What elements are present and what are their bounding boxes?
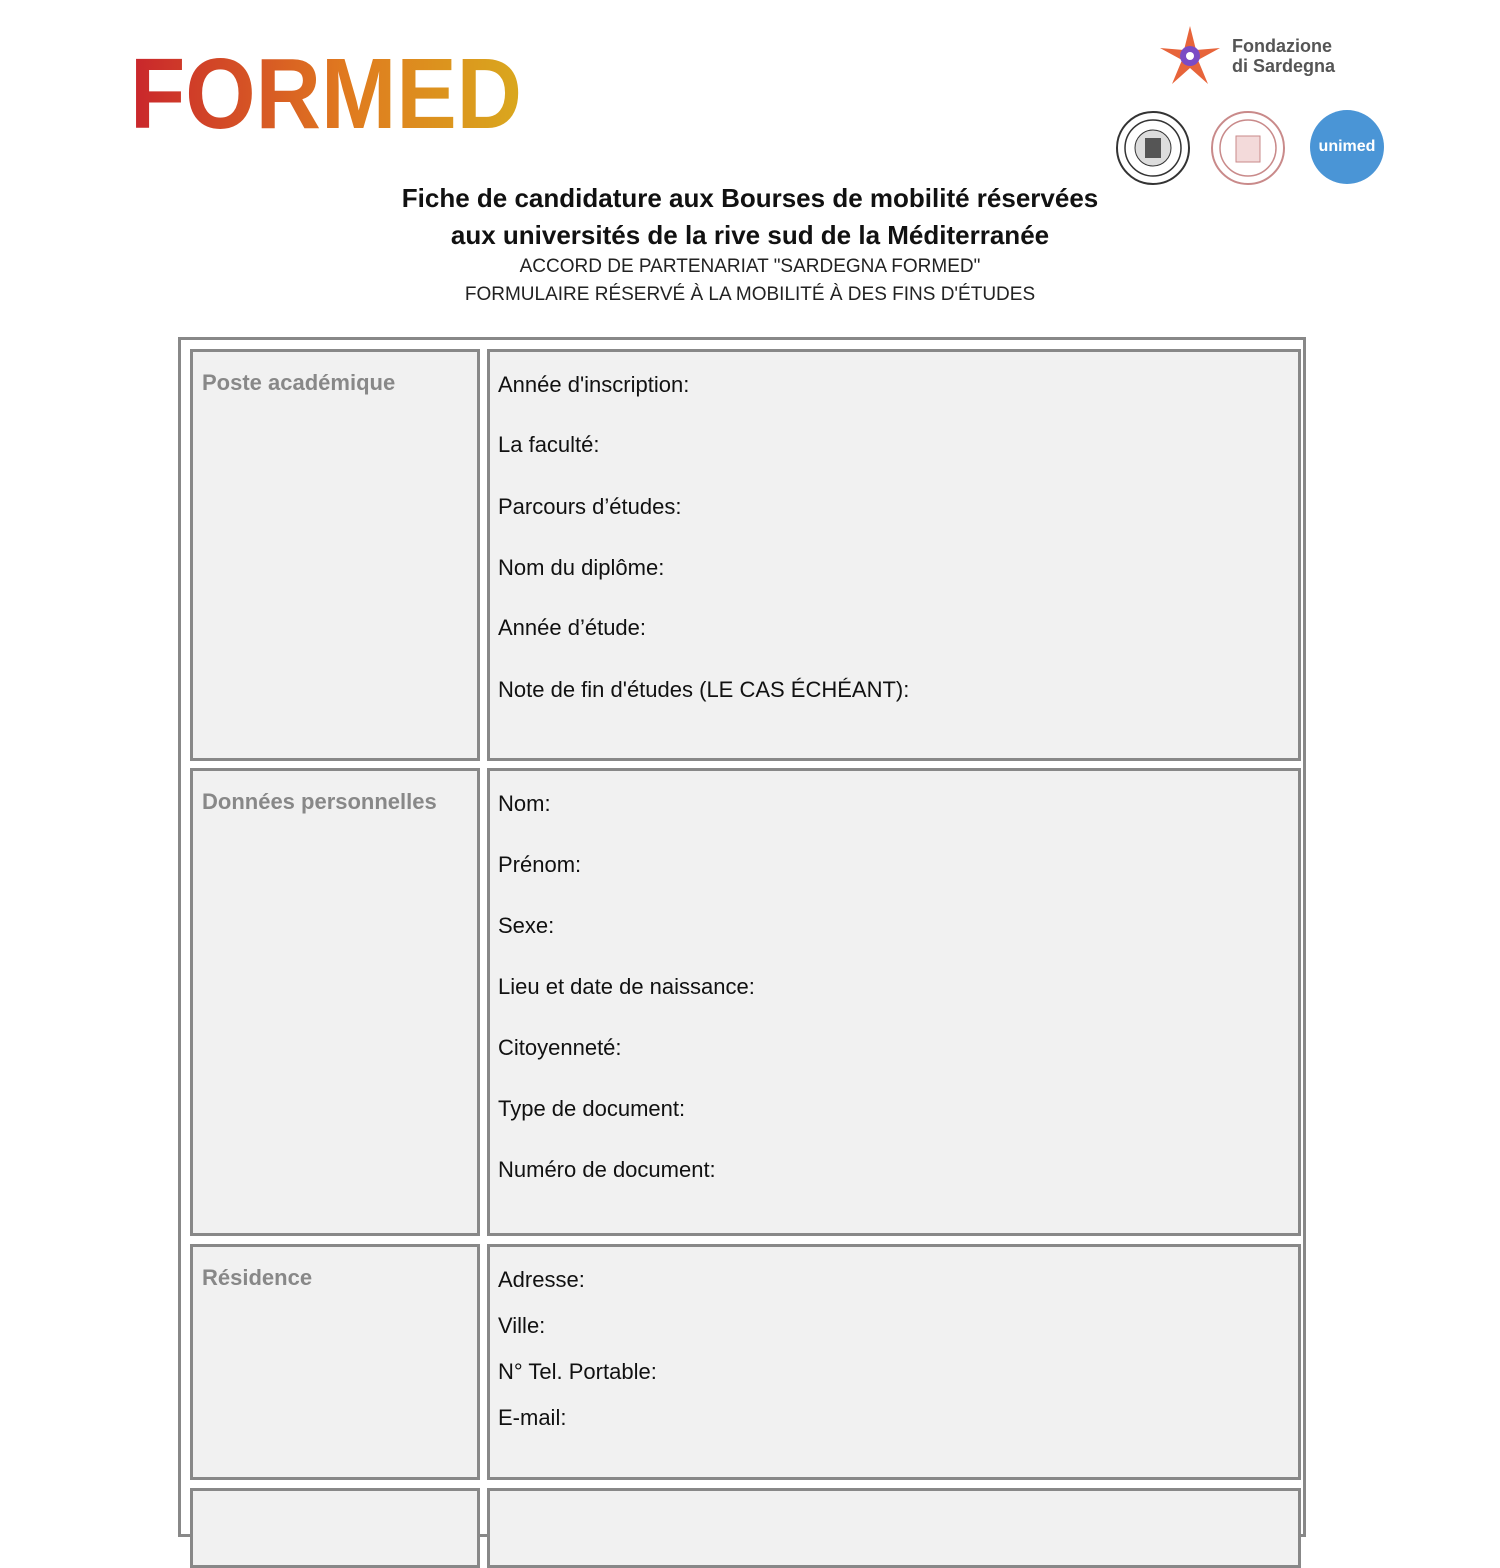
section-label-cell — [190, 1244, 480, 1480]
fondazione-sardegna-logo — [1158, 24, 1348, 90]
svg-text:FORMED: FORMED — [130, 42, 522, 142]
field-document-type[interactable]: Type de document: — [498, 1096, 686, 1121]
form-title-line2: aux universités de la rive sud de la Méditerranée — [450, 220, 1050, 250]
fondazione-label: Fondazione di Sardegna — [1232, 36, 1336, 76]
field-study-year[interactable]: Année d’étude: — [498, 615, 647, 640]
section-label-academic: Poste académique — [202, 370, 396, 395]
formed-logo — [130, 42, 530, 142]
field-city[interactable]: Ville: — [498, 1313, 546, 1338]
field-document-number[interactable]: Numéro de document: — [498, 1157, 716, 1182]
section-label-cell — [190, 768, 480, 1236]
section-label-cell — [190, 349, 480, 761]
field-citizenship[interactable]: Citoyenneté: — [498, 1035, 622, 1060]
field-faculty[interactable]: La faculté: — [498, 432, 600, 457]
field-address[interactable]: Adresse: — [498, 1267, 585, 1292]
unimed-logo: unimed — [1310, 110, 1384, 184]
field-email[interactable]: E-mail: — [498, 1405, 567, 1430]
field-degree-name[interactable]: Nom du diplôme: — [498, 555, 665, 580]
field-birth-place-date[interactable]: Lieu et date de naissance: — [498, 974, 755, 999]
field-sex[interactable]: Sexe: — [498, 913, 555, 938]
section-label-cell — [190, 1488, 480, 1568]
field-first-name[interactable]: Prénom: — [498, 852, 582, 877]
form-title-line1: Fiche de candidature aux Bourses de mobilité réservées — [401, 183, 1099, 213]
field-last-name[interactable]: Nom: — [498, 791, 551, 816]
field-study-path[interactable]: Parcours d’études: — [498, 494, 682, 519]
residence-fields-cell — [487, 1244, 1301, 1480]
form-subtitle-purpose: FORMULAIRE RÉSERVÉ À LA MOBILITÉ À DES FINS D'ÉTUDES — [464, 284, 1036, 305]
form-subtitle-agreement: ACCORD DE PARTENARIAT "SARDEGNA FORMED" — [519, 256, 981, 277]
academic-fields-cell — [487, 349, 1301, 761]
application-form-table — [178, 337, 1306, 1537]
next-section-cell — [487, 1488, 1301, 1568]
field-final-grade[interactable]: Note de fin d'études (LE CAS ÉCHÉANT): — [498, 677, 910, 702]
section-label-residence: Résidence — [202, 1265, 313, 1290]
university-seal-icon — [1115, 110, 1191, 186]
field-mobile-phone[interactable]: N° Tel. Portable: — [498, 1359, 657, 1384]
personal-fields-cell — [487, 768, 1301, 1236]
field-enrollment-year[interactable]: Année d'inscription: — [498, 372, 690, 397]
section-label-personal: Données personnelles — [202, 789, 437, 814]
university-seal-red-icon — [1210, 110, 1286, 186]
